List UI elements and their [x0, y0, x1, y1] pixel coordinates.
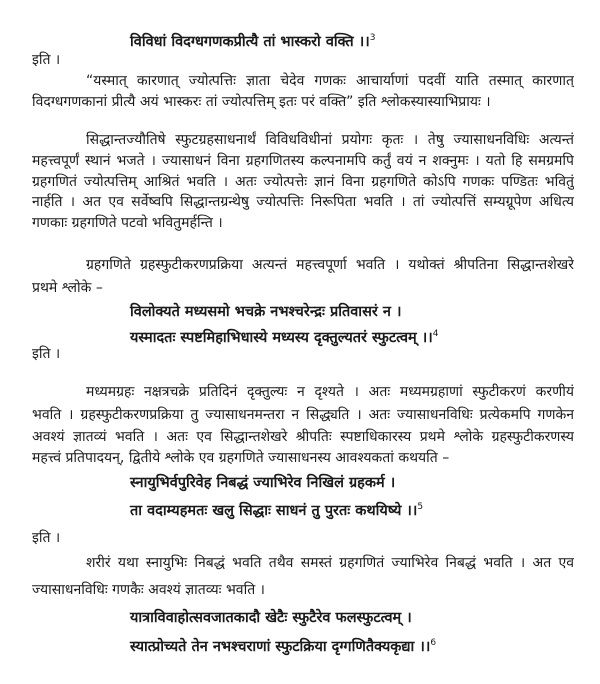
paragraph-5-line: शरीरं यथा स्नायुभिः निबद्धं भवति तथैव समस्तं ग्रहगणितं ज्याभिरेव निबद्धं भवति । अत एव	[86, 555, 574, 571]
paragraph-1-line: विदग्धगणकानां प्रीत्यै अयं भास्करः तां ज्योत्पत्तिम् इतः परं वक्ति” इति श्लोकस्यास्याभिप्रायः ।	[32, 94, 491, 110]
paragraph-2-line: ग्रहगणितं ज्योत्पत्तिम् आश्रितं भवति । अतः ज्योत्पत्तेः ज्ञानं विना ग्रहगणिते कोऽपि गणकः पण्डितः भवितुं	[32, 174, 574, 190]
footnote-marker: 5	[417, 502, 424, 512]
verse-text: ता वदाम्यहमतः खलु सिद्धाः साधनं तु पुरतः कथयिष्ये ।।	[130, 502, 418, 519]
paragraph-2-line: नार्हति । अत एव सर्वेष्वपि सिद्धान्तग्रन्थेषु ज्योत्पत्तिः निरूपिता भवति । तां ज्योत्पत्तिं सम्यग्रूपेण अधित्य	[32, 194, 574, 210]
paragraph-4-line: भवति । ग्रहस्फुटीकरणप्रक्रिया तु ज्यासाधनमन्तरा न सिद्ध्यति । अतः ज्यासाधनविधिः प्रत्येकमपि गणकेन	[32, 407, 574, 423]
paragraph-4-line: मध्यमग्रहः नक्षत्रचक्रे प्रतिदिनं दृक्तुल्यः न दृश्यते । अतः मध्यमग्रहाणां स्फुटीकरणं करणीयं	[86, 384, 574, 400]
paragraph-4-line: अवश्यं ज्ञातव्यं भवति । अतः एव सिद्धान्तशेखरे श्रीपतिः स्पष्टाधिकारस्य प्रथमे श्लोके ग्रहस्फुटीकरणस्य	[32, 429, 574, 445]
paragraph-5-line: ज्यासाधनविधिः गणकैः अवश्यं ज्ञातव्यः भवति ।	[32, 582, 265, 598]
verse-text: स्यात्प्रोच्यते तेन नभश्चराणां स्फुटक्रिया दृग्गणितैक्यकृद्या ।।	[130, 638, 431, 655]
iti-line: इति ।	[32, 346, 61, 362]
paragraph-2-line: सिद्धान्तज्यौतिषे स्फुटग्रहसाधनार्थं विविधविधीनां प्रयोगः कृतः । तेषु ज्यासाधनविधिः अत्यन्तं	[86, 132, 574, 148]
verse-text: विविधां विदग्धगणकप्रीत्यै तां भास्करो वक्ति ।।	[130, 33, 370, 50]
paragraph-2-line: महत्त्वपूर्णं स्थानं भजते । ज्यासाधनं विना ग्रहगणितस्य कल्पनामपि कर्तुं वयं न शक्नुमः । यतो हि समग्रमपि	[32, 153, 574, 169]
verse-5-line-2	[130, 496, 423, 522]
footnote-marker: 3	[369, 33, 376, 43]
paragraph-3-line: ग्रहगणिते ग्रहस्फुटीकरणप्रक्रिया अत्यन्तं महत्त्वपूर्णा भवति । यथोक्तं श्रीपतिना सिद्धान्तशेखरे	[86, 257, 574, 273]
iti-line: इति ।	[32, 52, 61, 68]
paragraph-4-line: महत्त्वं प्रतिपादयन्, द्वितीये श्लोके एव ग्रहगणिते ज्यासाधनस्य आवश्यकतां कथयति –	[32, 450, 450, 466]
paragraph-1-line: “यस्मात् कारणात् ज्योत्पत्तिः ज्ञाता चेदेव गणकः आचार्याणां पदवीं याति तस्मात् कारणात्	[86, 73, 574, 89]
verse-3	[130, 27, 375, 53]
verse-6-line-1: यात्राविवाहोत्सवजातकादौ खेटैः स्फुटैरेव फलस्फुटत्वम् ।	[130, 610, 412, 626]
verse-6-line-2	[130, 632, 436, 658]
footnote-marker: 6	[430, 638, 437, 648]
iti-line: इति ।	[32, 530, 61, 546]
verse-4-line-1: विलोक्यते मध्यसमो भचक्रे नभश्चरेन्द्रः प्रतिवासरं न ।	[130, 304, 402, 320]
verse-text: यस्मादतः स्पष्टमिहाभिधास्ये मध्यस्य दृक्तुल्यतरं स्फुटत्वम् ।।	[130, 329, 433, 346]
paragraph-2-line: गणकाः ग्रहगणिते पटवो भवितुमर्हन्ति ।	[32, 215, 223, 231]
verse-5-line-1: स्नायुभिर्वपुरिवेह निबद्धं ज्याभिरेव निखिलं ग्रहकर्म ।	[130, 475, 396, 491]
paragraph-3-line: प्रथमे श्लोके –	[32, 280, 103, 296]
footnote-marker: 4	[432, 329, 439, 339]
